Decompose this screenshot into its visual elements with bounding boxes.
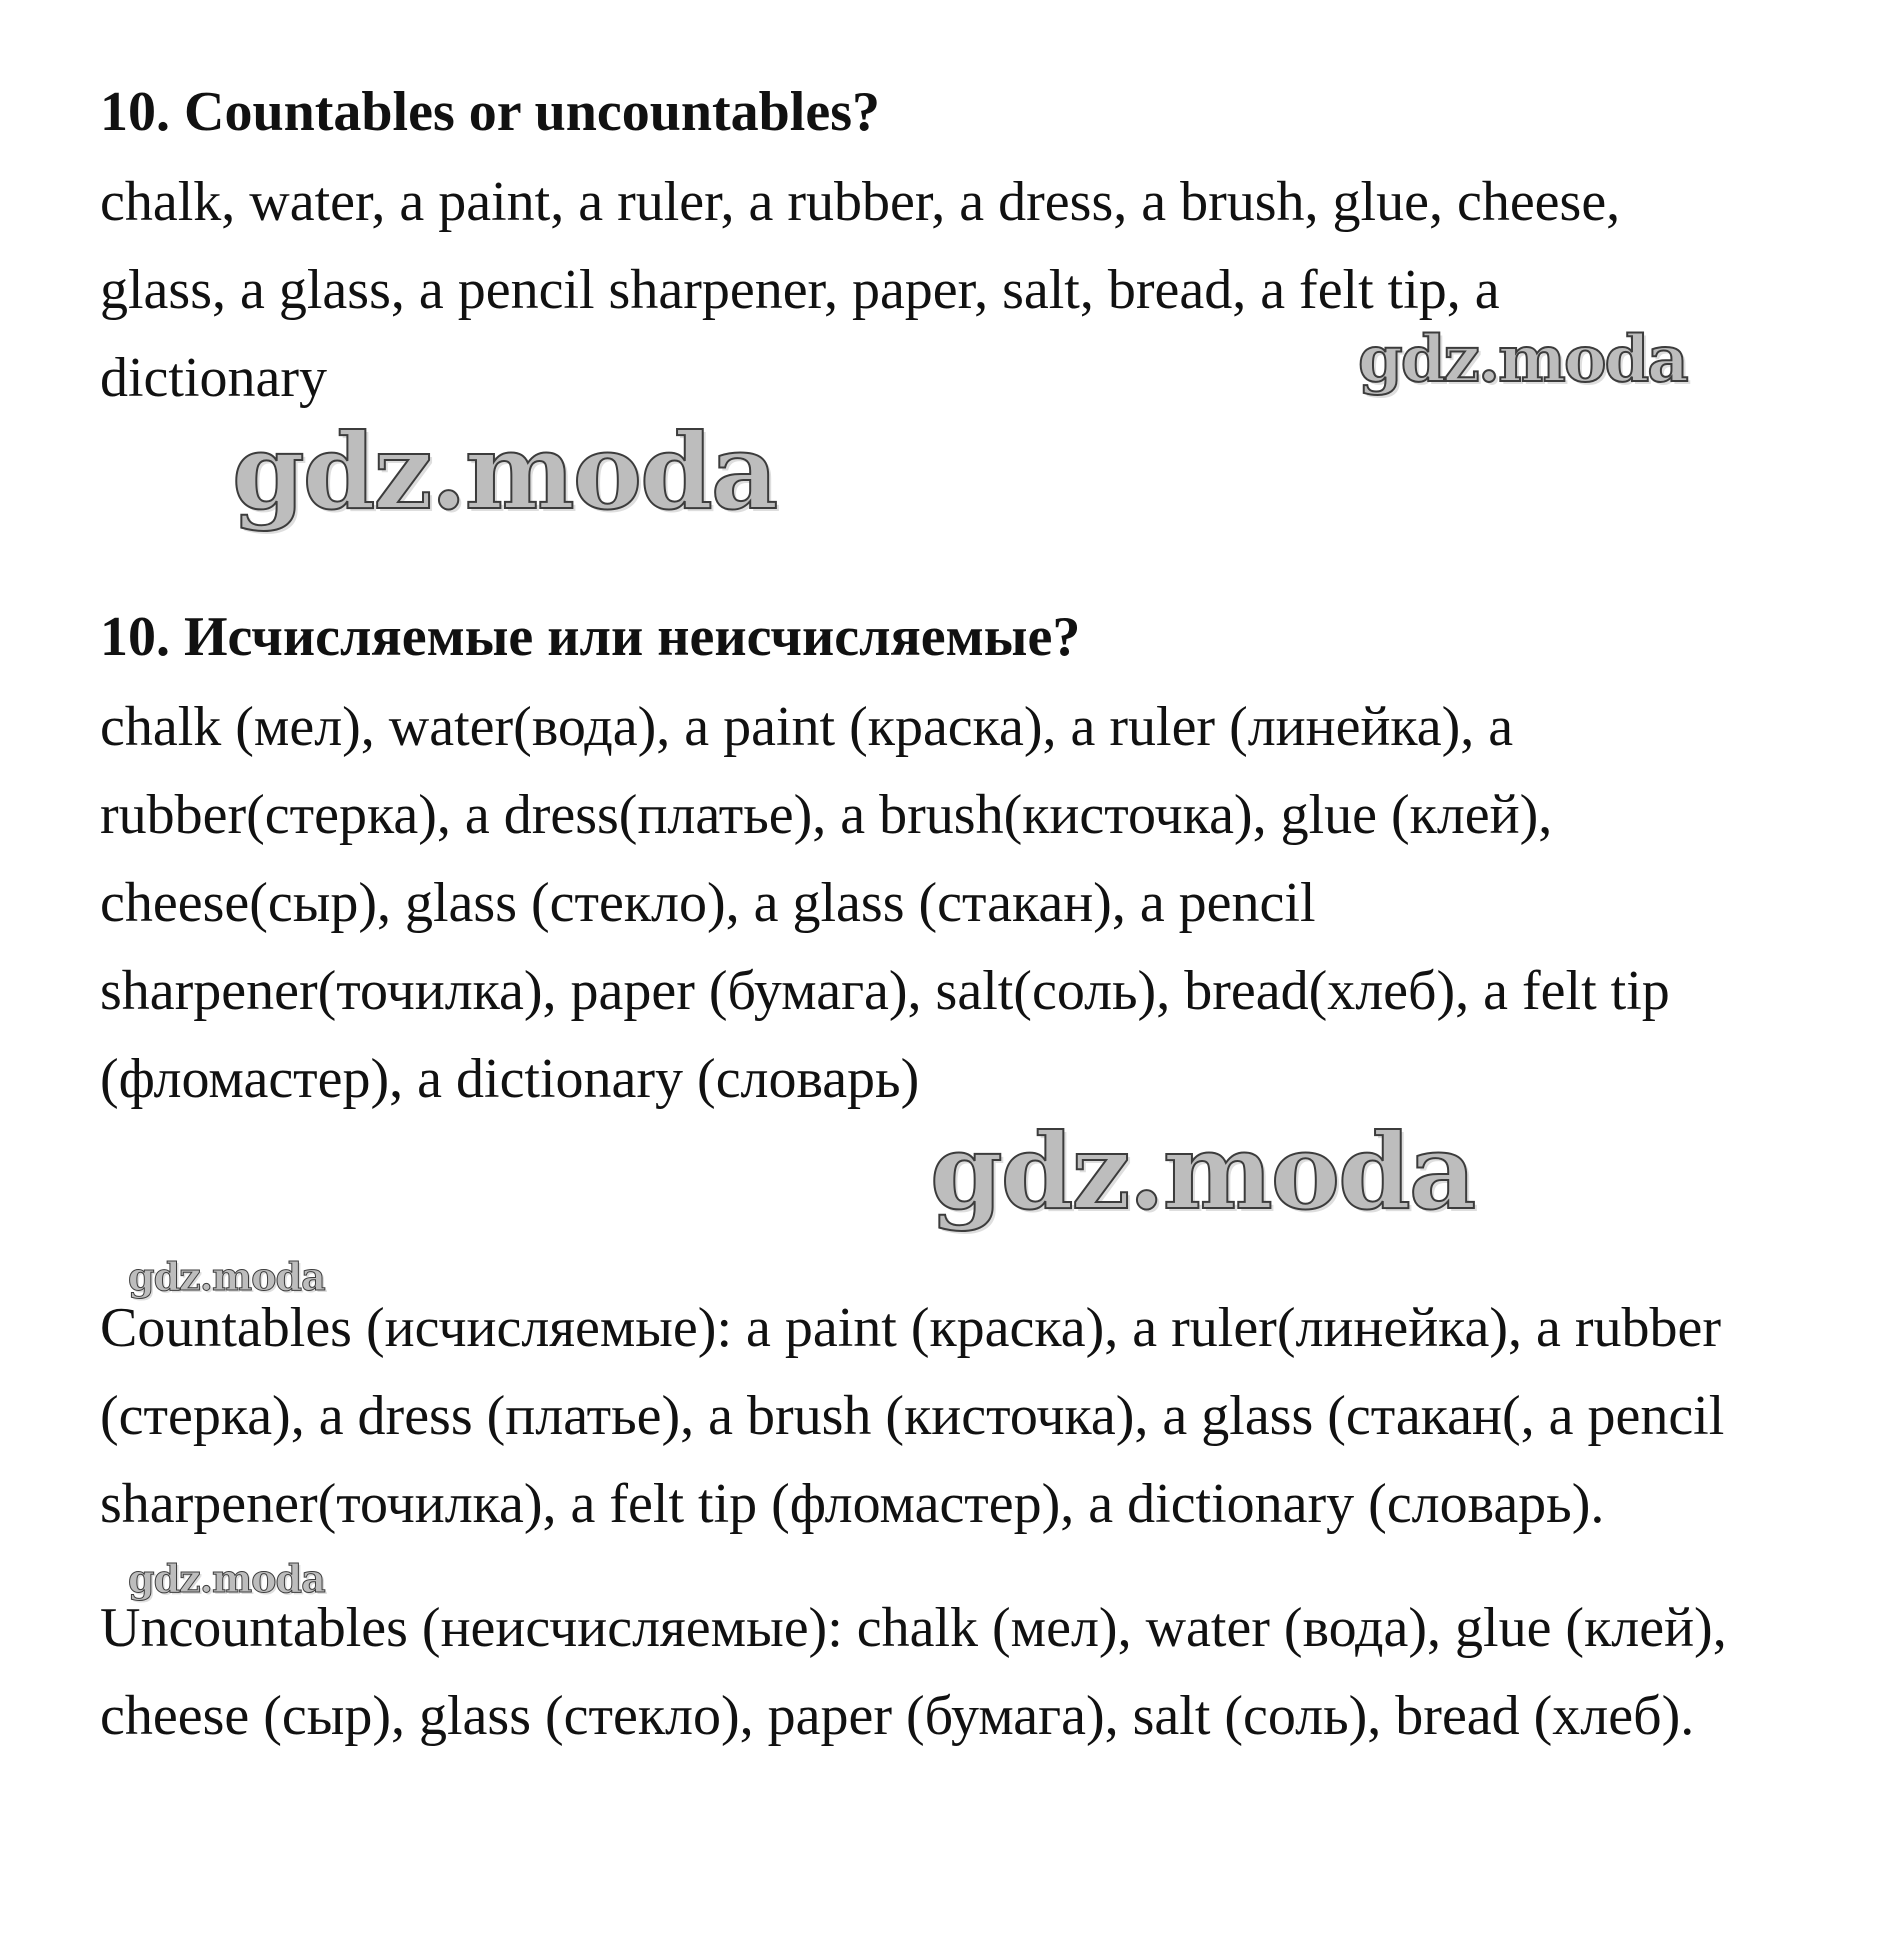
uncountables-answer	[100, 1584, 1727, 1760]
exercise-heading-ru: 10. Исчисляемые или неисчисляемые?	[100, 606, 1081, 668]
text-line: chalk, water, a paint, a ruler, a rubber, a dress, a brush, glue, cheese,	[100, 171, 1621, 233]
text-line: sharpener(точилка), a felt tip (фломастер), a dictionary (словарь).	[100, 1473, 1605, 1535]
watermark-logo: gdz.moda	[930, 1110, 1475, 1233]
text-line: Countables (исчисляемые): a paint (краска), a ruler(линейка), a rubber	[100, 1297, 1722, 1359]
text-line: glass, a glass, a pencil sharpener, paper, salt, bread, a felt tip, a	[100, 259, 1500, 321]
word-list-ru	[100, 683, 1670, 1123]
text-line: dictionary	[100, 347, 328, 409]
watermark-logo: gdz.moda	[232, 410, 777, 533]
text-line: rubber(стерка), a dress(платье), a brush(кисточка), glue (клей),	[100, 784, 1553, 846]
watermark-logo: gdz.moda	[128, 1254, 325, 1299]
word-list-en	[100, 158, 1620, 422]
text-line: cheese (сыр), glass (стекло), paper (бумага), salt (соль), bread (хлеб).	[100, 1685, 1695, 1747]
text-line: (стерка), a dress (платье), a brush (кисточка), a glass (стакан(, a pencil	[100, 1385, 1725, 1447]
text-line: sharpener(точилка), paper (бумага), salt(соль), bread(хлеб), a felt tip	[100, 960, 1670, 1022]
text-line: cheese(сыр), glass (стекло), a glass (стакан), a pencil	[100, 872, 1316, 934]
watermark-logo: gdz.moda	[1358, 322, 1687, 397]
text-line: chalk (мел), water(вода), a paint (краска), a ruler (линейка), a	[100, 696, 1514, 758]
watermark-logo: gdz.moda	[128, 1556, 325, 1601]
exercise-heading-en: 10. Countables or uncountables?	[100, 81, 881, 143]
text-line: Uncountables (неисчисляемые): chalk (мел), water (вода), glue (клей),	[100, 1597, 1727, 1659]
text-line: (фломастер), a dictionary (словарь)	[100, 1048, 920, 1110]
countables-answer	[100, 1284, 1724, 1548]
